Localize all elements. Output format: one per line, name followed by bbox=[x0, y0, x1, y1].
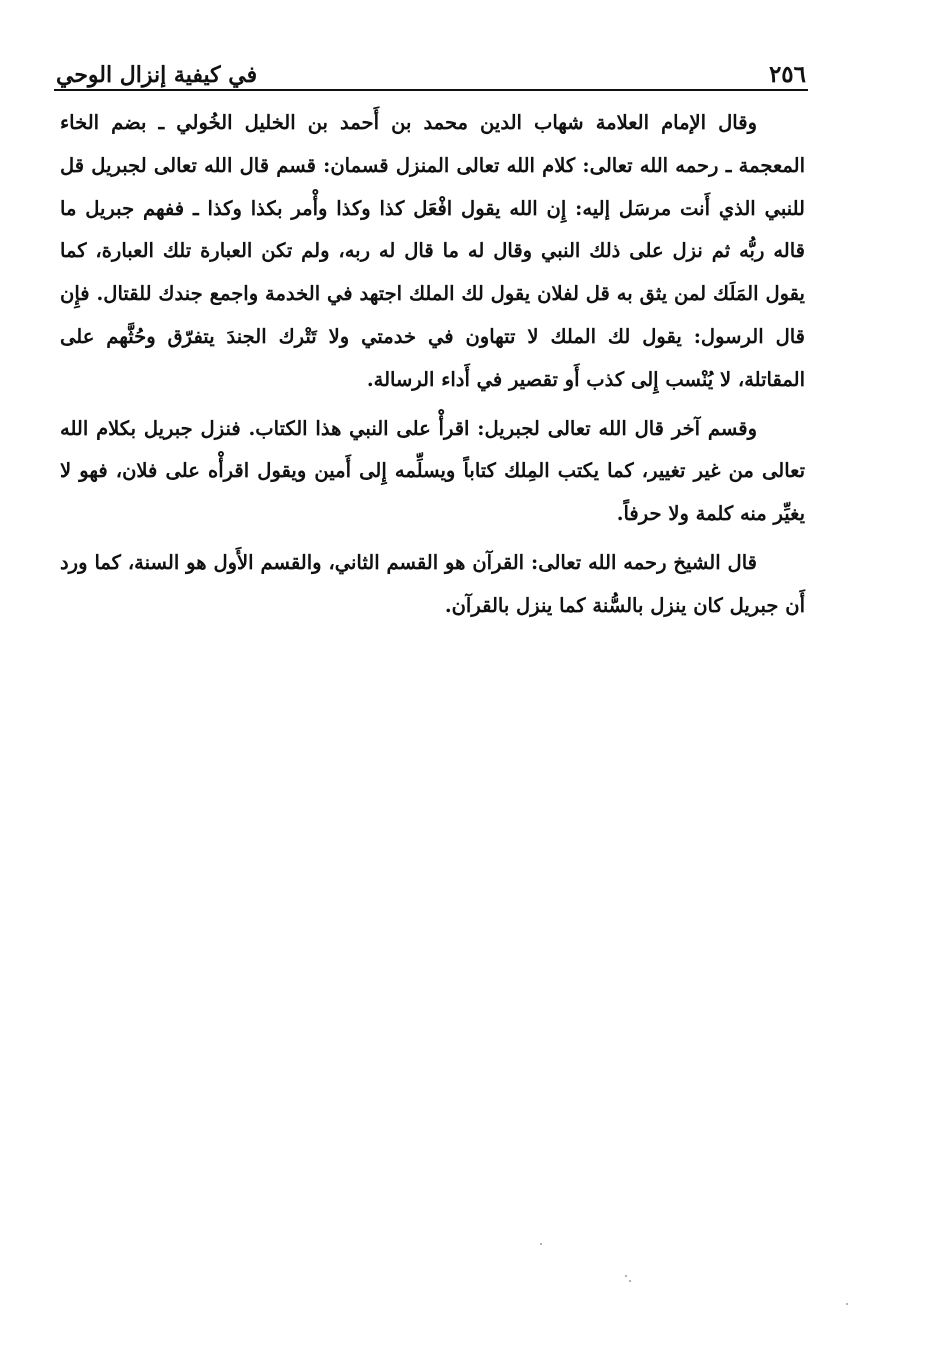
scan-speck bbox=[629, 1280, 631, 1282]
text-line: أَن جبريل كان ينزل بالسُّنة كما ينزل بالقرآن. bbox=[444, 593, 805, 617]
scan-speck bbox=[540, 1243, 542, 1245]
paragraph-1 bbox=[60, 102, 805, 402]
scan-speck bbox=[625, 1275, 627, 1277]
text-line: المقاتلة، لا يُنْسب إِلى كذب أَو تقصير في أَداء الرسالة. bbox=[366, 367, 805, 391]
text-line: المَلَك لمن يثق به قل لفلان يقول لك الملك اجتهد في الخدمة واجمع جندك للقتال. فإِن bbox=[60, 282, 759, 306]
text-line: قال الشيخ رحمه الله تعالى: القرآن هو القسم الثاني، والقسم الأَول هو السنة، كما ورد bbox=[60, 550, 757, 574]
text-line: وقال الإمام العلامة شهاب الدين محمد بن أَحمد بن الخليل الخُولي ـ بضم الخاء bbox=[60, 111, 757, 134]
text-line: تعالى من غير تغيير، كما يكتب المِلك كتاباً ويسلِّمه إِلى أَمين ويقول اقرأْه على فلان، فهو لا bbox=[60, 459, 805, 483]
text-line: ربُّه ثم نزل على ذلك النبي وقال له ما قال له ربه، ولم تكن العبارة تلك العبارة، كما يقول bbox=[60, 239, 805, 306]
text-line: وقسم آخر قال الله تعالى لجبريل: اقرأْ على النبي هذا الكتاب. فنزل جبريل بكلام الله bbox=[60, 416, 757, 440]
scan-speck bbox=[846, 1303, 848, 1305]
text-line: يغيِّر منه كلمة ولا حرفاً. bbox=[616, 502, 805, 526]
text-line: قال الرسول: يقول لك الملك لا تتهاون في خدمتي ولا تَتْرك الجندَ يتفرّق وحُثَّهم على bbox=[60, 324, 805, 348]
text-line: للنبي الذي أَنت مرسَل إليه: إِن الله يقول افْعَل كذا وكذا وأْمر بكذا وكذا ـ ففهم جبريل ما قاله bbox=[60, 196, 805, 263]
body-text bbox=[60, 102, 805, 628]
header-rule bbox=[54, 89, 808, 91]
paragraph-2 bbox=[60, 408, 805, 536]
paragraph-3 bbox=[60, 542, 805, 628]
header-title: في كيفية إنزال الوحي bbox=[56, 62, 258, 88]
page-number: ٢٥٦ bbox=[768, 61, 806, 88]
text-line: المعجمة ـ رحمه الله تعالى: كلام الله تعالى المنزل قسمان: قسم قال الله تعالى لجبريل قل bbox=[60, 153, 805, 177]
running-header bbox=[56, 52, 806, 88]
